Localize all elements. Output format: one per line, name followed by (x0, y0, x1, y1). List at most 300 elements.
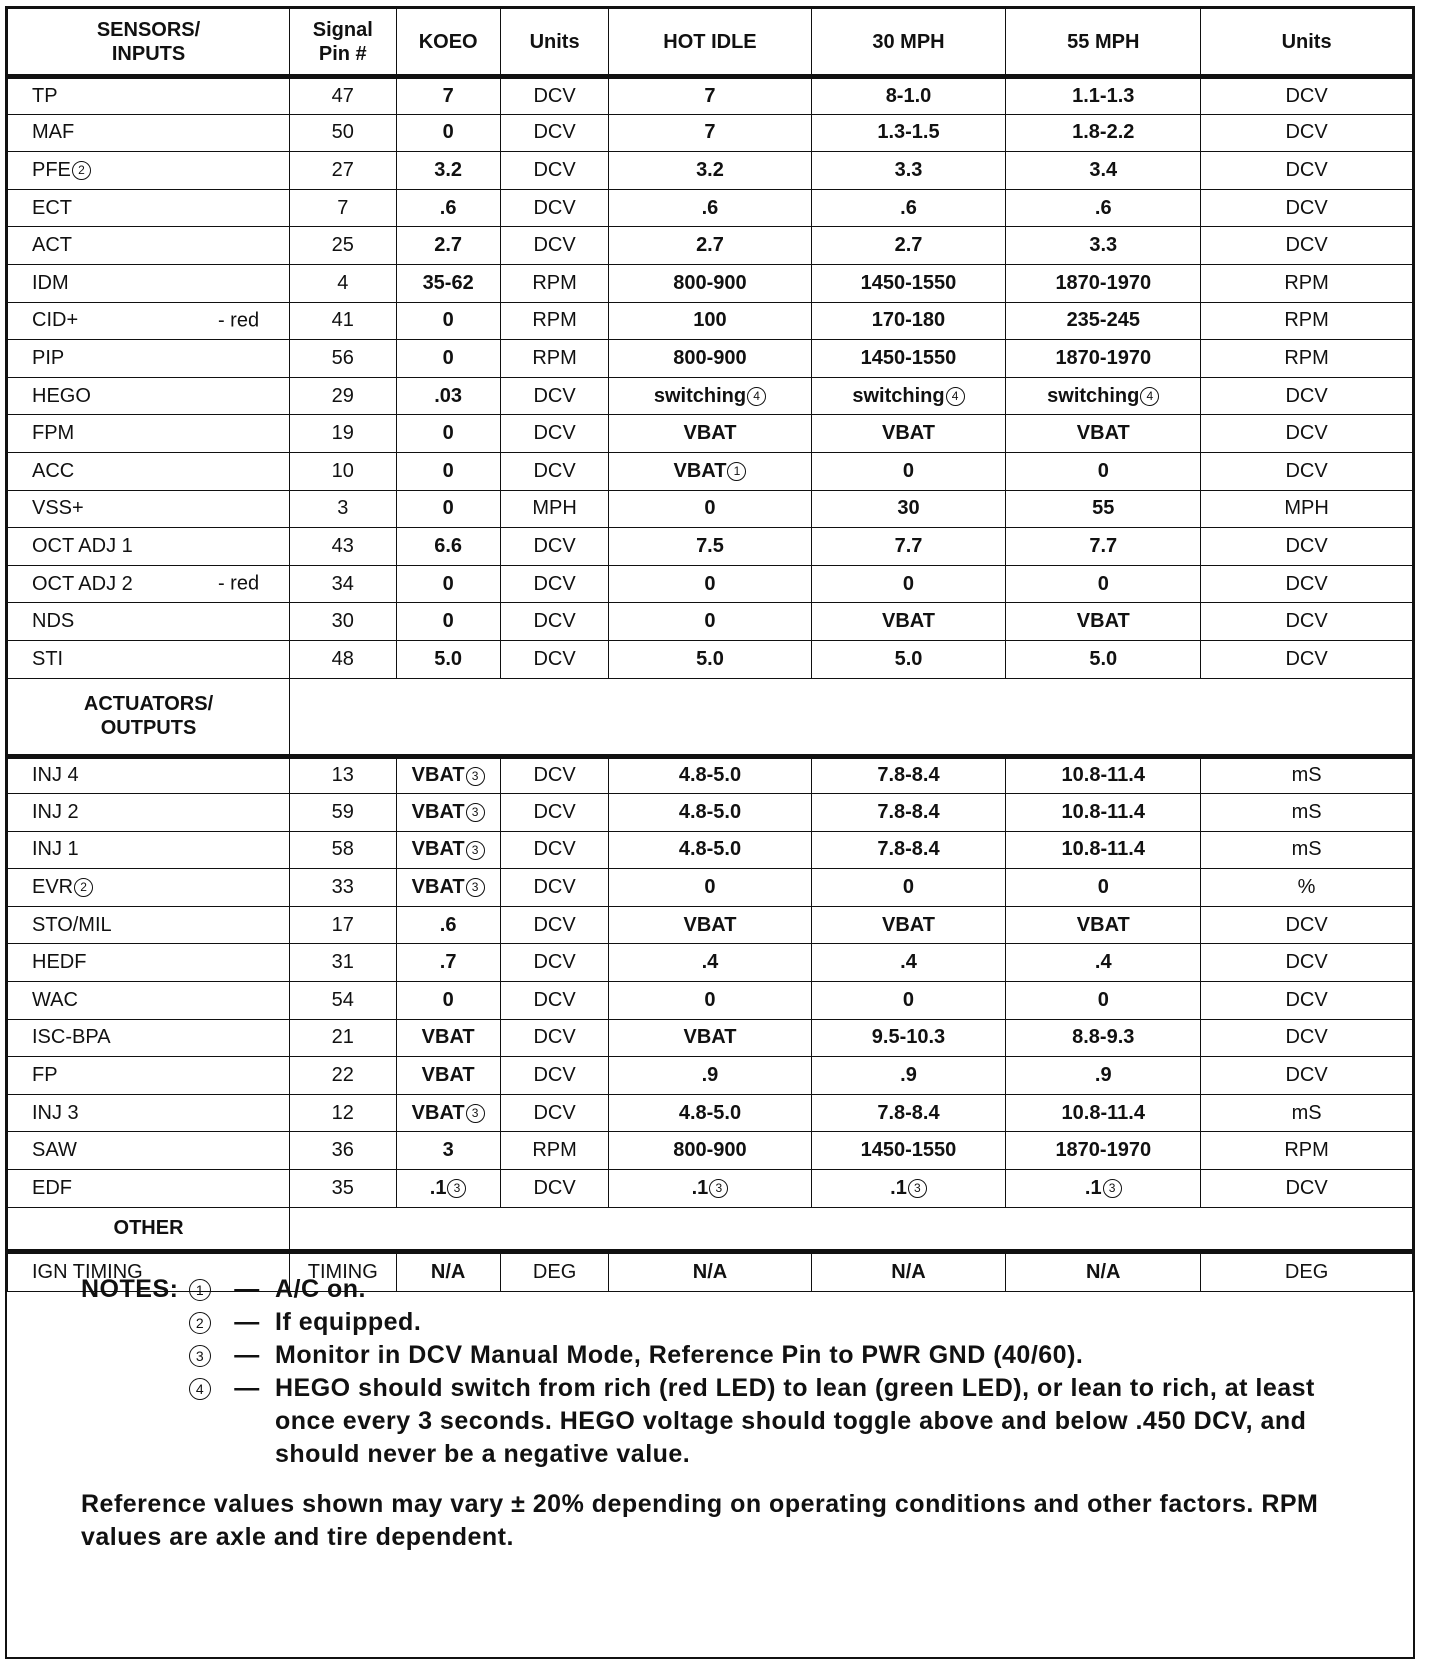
cell-hot (609, 756, 811, 794)
note-item (81, 1339, 1341, 1372)
cell-hot (609, 152, 811, 190)
cell-m30 (811, 152, 1006, 190)
table-row (8, 869, 1413, 907)
cell-value: 2.7 (434, 234, 463, 257)
table-row (8, 1094, 1413, 1132)
table-row (8, 944, 1413, 982)
cell-value: 0 (704, 610, 716, 633)
header-signal-pin: Signal Pin # (290, 9, 396, 77)
note-text: If equipped. (275, 1308, 422, 1336)
cell-m55 (1006, 490, 1201, 528)
note-marker (181, 1273, 219, 1306)
row-label (8, 982, 290, 1020)
cell-value: 50 (331, 121, 354, 144)
footnote-marker-icon: 2 (189, 1312, 211, 1334)
cell-u2 (1201, 794, 1413, 832)
footnote-marker-icon: 1 (189, 1279, 211, 1301)
footnote-marker-icon: 3 (466, 1104, 485, 1123)
cell-value: DCV (1285, 84, 1328, 107)
cell-hot (609, 944, 811, 982)
cell-value: DCV (1285, 951, 1328, 974)
cell-u2 (1201, 640, 1413, 678)
cell-pin (290, 603, 396, 641)
cell-value: VBAT (411, 838, 465, 861)
cell-value: DCV (533, 158, 576, 181)
note-text: A/C on. (275, 1275, 366, 1303)
cell-u2 (1201, 869, 1413, 907)
cell-value: 4.8-5.0 (678, 800, 742, 823)
cell-value: DCV (533, 800, 576, 823)
cell-koeo (396, 756, 500, 794)
footnote-marker-icon: 3 (1103, 1179, 1122, 1198)
cell-pin (290, 565, 396, 603)
cell-value: 7 (337, 196, 349, 219)
cell-value: MPH (532, 497, 577, 520)
cell-u1 (500, 227, 609, 265)
cell-koeo (396, 189, 500, 227)
cell-hot (609, 264, 811, 302)
note-marker (181, 1306, 219, 1339)
row-label-text: PIP (32, 346, 65, 369)
row-label-text: INJ 1 (32, 838, 79, 861)
cell-value: 5.0 (434, 647, 463, 670)
cell-u2 (1201, 264, 1413, 302)
cell-koeo (396, 565, 500, 603)
cell-value: RPM (532, 1139, 577, 1162)
cell-value: VBAT (1076, 610, 1130, 633)
cell-value: 0 (902, 572, 915, 595)
cell-m55 (1006, 756, 1201, 794)
cell-value: MPH (1284, 497, 1329, 520)
cell-value: 41 (331, 309, 354, 332)
cell-m55 (1006, 794, 1201, 832)
cell-value: VBAT (411, 764, 465, 787)
table-row (8, 490, 1413, 528)
footnote-marker-icon: 4 (946, 387, 965, 406)
cell-value: DCV (1285, 121, 1328, 144)
other-section-label: OTHER (8, 1207, 290, 1251)
cell-value: 0 (442, 572, 454, 595)
cell-value: 5.0 (894, 647, 923, 670)
row-label (8, 189, 290, 227)
cell-pin (290, 77, 396, 115)
cell-u1 (500, 302, 609, 340)
cell-value: .1 (429, 1176, 447, 1199)
cell-value: 10.8-11.4 (1061, 764, 1145, 787)
note-dash: — (234, 1308, 260, 1336)
cell-koeo (396, 227, 500, 265)
table-row (8, 640, 1413, 678)
cell-value: 0 (902, 988, 915, 1011)
cell-value: VBAT (882, 610, 935, 633)
cell-m55 (1006, 831, 1201, 869)
row-label (8, 756, 290, 794)
footnote-marker-icon: 1 (727, 462, 746, 481)
cell-m55 (1006, 415, 1201, 453)
cell-value: DCV (533, 459, 576, 482)
table-row (8, 603, 1413, 641)
row-label (8, 302, 290, 340)
cell-m55 (1006, 377, 1201, 415)
row-label-text: IGN TIMING (32, 1260, 143, 1283)
cell-value: DCV (533, 610, 576, 633)
cell-koeo (396, 152, 500, 190)
row-label-text: OCT ADJ 1 (32, 534, 133, 557)
cell-value: 35-62 (422, 271, 474, 294)
cell-value: 3.3 (894, 158, 923, 181)
row-label-text: TP (32, 84, 58, 107)
notes-section (81, 1273, 1341, 1471)
cell-pin (290, 189, 396, 227)
table-row (8, 528, 1413, 566)
row-label (8, 640, 290, 678)
cell-value: 0 (442, 497, 454, 520)
cell-u2 (1201, 452, 1413, 490)
cell-value: 235-245 (1066, 309, 1140, 332)
cell-koeo (396, 302, 500, 340)
cell-value: VBAT (1076, 913, 1130, 936)
cell-value: .9 (701, 1064, 719, 1087)
cell-u2 (1201, 189, 1413, 227)
cell-value: .7 (439, 951, 457, 974)
row-label (8, 77, 290, 115)
footnote-marker-icon: 3 (466, 767, 485, 786)
cell-value: 36 (331, 1139, 354, 1162)
cell-value: 7.7 (1089, 534, 1118, 557)
cell-value: 25 (331, 234, 354, 257)
cell-u2 (1201, 565, 1413, 603)
cell-hot (609, 377, 811, 415)
cell-m55 (1006, 869, 1201, 907)
cell-value: 0 (704, 497, 716, 520)
cell-hot (609, 831, 811, 869)
cell-value: RPM (532, 346, 577, 369)
cell-m55 (1006, 152, 1201, 190)
cell-koeo (396, 831, 500, 869)
cell-value: 13 (331, 764, 354, 787)
cell-value: DCV (533, 647, 576, 670)
cell-value: DCV (1285, 534, 1328, 557)
cell-koeo (396, 1057, 500, 1095)
cell-u1 (500, 189, 609, 227)
cell-m30 (811, 1170, 1006, 1208)
cell-u1 (500, 944, 609, 982)
cell-value: 7 (704, 84, 716, 107)
table-row (8, 831, 1413, 869)
cell-value: N/A (692, 1260, 728, 1283)
cell-value: 0 (704, 988, 716, 1011)
cell-hot (609, 1132, 811, 1170)
cell-koeo (396, 982, 500, 1020)
cell-value: N/A (430, 1260, 466, 1283)
row-label-text: STI (32, 647, 64, 670)
cell-value: DCV (533, 1176, 576, 1199)
cell-value: .9 (900, 1064, 917, 1087)
cell-value: .1 (1084, 1176, 1102, 1199)
cell-u2 (1201, 1132, 1413, 1170)
cell-m30 (811, 340, 1006, 378)
cell-value: 5.0 (1089, 647, 1118, 670)
cell-value: 10.8-11.4 (1061, 1101, 1145, 1124)
cell-value: RPM (1284, 271, 1329, 294)
cell-value: 10.8-11.4 (1061, 800, 1145, 823)
cell-value: 4.8-5.0 (678, 1101, 742, 1124)
cell-value: mS (1291, 800, 1322, 823)
cell-m55 (1006, 302, 1201, 340)
cell-u2 (1201, 152, 1413, 190)
row-label (8, 869, 290, 907)
cell-value: VBAT (421, 1026, 475, 1049)
cell-value: 0 (442, 346, 454, 369)
cell-value: 7 (704, 121, 716, 144)
cell-value: DCV (533, 913, 576, 936)
cell-value: 1.1-1.3 (1072, 84, 1135, 107)
cell-u2 (1201, 227, 1413, 265)
cell-u1 (500, 452, 609, 490)
cell-value: DCV (1285, 988, 1328, 1011)
table-body (8, 77, 1413, 1292)
cell-pin (290, 152, 396, 190)
cell-value: 0 (442, 610, 454, 633)
note-text: Monitor in DCV Manual Mode, Reference Pin to PWR GND (40/60). (275, 1341, 1084, 1369)
cell-value: 0 (1097, 876, 1109, 899)
row-label-text: CID+ (32, 309, 79, 332)
cell-pin (290, 377, 396, 415)
cell-value: 0 (1097, 988, 1109, 1011)
table-row (8, 340, 1413, 378)
cell-hot (609, 1019, 811, 1057)
cell-u2 (1201, 1019, 1413, 1057)
cell-value: DCV (533, 876, 576, 899)
cell-value: 1.3-1.5 (877, 121, 940, 144)
cell-pin (290, 1057, 396, 1095)
row-label (8, 794, 290, 832)
cell-value: 0 (902, 459, 915, 482)
cell-value: VBAT (882, 422, 935, 445)
cell-u2 (1201, 756, 1413, 794)
footnote-marker-icon: 4 (747, 387, 766, 406)
cell-pin (290, 340, 396, 378)
cell-u1 (500, 1094, 609, 1132)
cell-value: RPM (1284, 309, 1329, 332)
cell-u1 (500, 77, 609, 115)
cell-u2 (1201, 944, 1413, 982)
cell-m30 (811, 565, 1006, 603)
cell-value: DCV (1285, 913, 1328, 936)
table-row (8, 1057, 1413, 1095)
row-label (8, 340, 290, 378)
cell-value: 58 (331, 838, 354, 861)
cell-value: 10.8-11.4 (1061, 838, 1145, 861)
row-label (8, 944, 290, 982)
cell-value: 30 (897, 497, 920, 520)
cell-value: RPM (532, 271, 577, 294)
table-header-row (8, 9, 1413, 77)
row-label-text: IDM (32, 271, 69, 294)
cell-value: N/A (1086, 1260, 1121, 1283)
row-label-text: SAW (32, 1139, 77, 1162)
cell-u1 (500, 415, 609, 453)
cell-value: 1450-1550 (860, 1139, 957, 1162)
row-label-text: ECT (32, 196, 72, 219)
cell-pin (290, 982, 396, 1020)
note-marker (181, 1372, 219, 1405)
cell-u2 (1201, 1057, 1413, 1095)
reference-values-sheet (5, 6, 1415, 1659)
cell-value: DCV (533, 534, 576, 557)
cell-value: DCV (1285, 1026, 1328, 1049)
row-label-text: MAF (32, 121, 75, 144)
cell-value: DCV (1285, 647, 1328, 670)
cell-koeo (396, 340, 500, 378)
cell-u2 (1201, 77, 1413, 115)
cell-hot (609, 565, 811, 603)
cell-koeo (396, 1094, 500, 1132)
cell-u2 (1201, 528, 1413, 566)
cell-value: .6 (1094, 196, 1112, 219)
cell-m30 (811, 452, 1006, 490)
cell-value: DCV (1285, 158, 1328, 181)
cell-value: 5.0 (696, 647, 724, 670)
cell-value: 43 (331, 534, 354, 557)
cell-u2 (1201, 415, 1413, 453)
cell-u2 (1201, 302, 1413, 340)
cell-value: switching (852, 384, 945, 407)
cell-value: 33 (331, 876, 354, 899)
row-label (8, 114, 290, 152)
cell-m30 (811, 906, 1006, 944)
cell-koeo (396, 528, 500, 566)
cell-value: RPM (1284, 1139, 1329, 1162)
cell-koeo (396, 794, 500, 832)
cell-m55 (1006, 1019, 1201, 1057)
cell-koeo (396, 77, 500, 115)
cell-value: % (1297, 876, 1316, 899)
table-row (8, 794, 1413, 832)
cell-u1 (500, 565, 609, 603)
table-row (8, 415, 1413, 453)
cell-value: VBAT (683, 913, 737, 936)
cell-value: .6 (439, 913, 457, 936)
table-row (8, 756, 1413, 794)
cell-u2 (1201, 982, 1413, 1020)
table-row (8, 452, 1413, 490)
cell-m30 (811, 603, 1006, 641)
cell-value: 22 (331, 1064, 354, 1087)
cell-m30 (811, 794, 1006, 832)
cell-value: 0 (442, 121, 454, 144)
cell-value: 7 (442, 84, 454, 107)
row-label (8, 1019, 290, 1057)
cell-m30 (811, 264, 1006, 302)
cell-hot (609, 340, 811, 378)
cell-value: DCV (533, 196, 576, 219)
cell-value: VBAT (411, 876, 465, 899)
cell-value: DCV (533, 121, 576, 144)
cell-m30 (811, 1057, 1006, 1095)
cell-koeo (396, 415, 500, 453)
cell-m30 (811, 1094, 1006, 1132)
footnote-marker-icon: 3 (447, 1179, 466, 1198)
cell-value: mS (1291, 764, 1322, 787)
cell-value: .9 (1094, 1064, 1112, 1087)
header-koeo: KOEO (396, 9, 500, 77)
table-row (8, 1019, 1413, 1057)
footnote-marker-icon: 3 (466, 878, 485, 897)
cell-koeo (396, 264, 500, 302)
cell-hot (609, 982, 811, 1020)
cell-m30 (811, 528, 1006, 566)
cell-hot (609, 114, 811, 152)
cell-m55 (1006, 1057, 1201, 1095)
cell-value: .1 (691, 1176, 709, 1199)
cell-value: DCV (1285, 422, 1328, 445)
table-row (8, 152, 1413, 190)
note-dash: — (234, 1341, 260, 1369)
cell-u1 (500, 794, 609, 832)
cell-u2 (1201, 906, 1413, 944)
cell-koeo (396, 1132, 500, 1170)
table-row (8, 565, 1413, 603)
cell-value: 19 (331, 422, 354, 445)
cell-u1 (500, 603, 609, 641)
cell-u1 (500, 869, 609, 907)
cell-value: 7.8-8.4 (877, 800, 940, 823)
cell-u2 (1201, 490, 1413, 528)
cell-m55 (1006, 114, 1201, 152)
cell-value: 47 (331, 84, 354, 107)
cell-value: 1.8-2.2 (1072, 121, 1135, 144)
cell-value: 0 (902, 876, 915, 899)
cell-m55 (1006, 565, 1201, 603)
cell-value: 4 (337, 271, 349, 294)
cell-m30 (811, 377, 1006, 415)
cell-value: DCV (533, 1064, 576, 1087)
cell-value: 4.8-5.0 (678, 838, 742, 861)
cell-hot (609, 302, 811, 340)
cell-hot (609, 227, 811, 265)
footnote-marker-icon: 3 (189, 1345, 211, 1367)
cell-value: DCV (1285, 196, 1328, 219)
cell-pin (290, 415, 396, 453)
cell-koeo (396, 906, 500, 944)
table-row (8, 906, 1413, 944)
cell-m30 (811, 1019, 1006, 1057)
row-label-suffix: - red (217, 572, 260, 595)
row-label (8, 1170, 290, 1208)
cell-value: DCV (533, 234, 576, 257)
cell-value: 0 (442, 309, 454, 332)
cell-value: 1870-1970 (1055, 346, 1152, 369)
cell-m55 (1006, 1170, 1201, 1208)
cell-value: 0 (1097, 459, 1109, 482)
table-row (8, 377, 1413, 415)
cell-pin (290, 114, 396, 152)
other-section-blank (290, 1207, 1413, 1251)
cell-pin (290, 302, 396, 340)
cell-value: 17 (331, 913, 354, 936)
cell-value: .6 (439, 196, 457, 219)
note-item (81, 1306, 1341, 1339)
cell-value: 56 (331, 346, 354, 369)
cell-u2 (1201, 603, 1413, 641)
table-row (8, 77, 1413, 115)
cell-hot (609, 490, 811, 528)
cell-m55 (1006, 77, 1201, 115)
cell-m55 (1006, 603, 1201, 641)
cell-value: .4 (1094, 951, 1112, 974)
cell-koeo (396, 452, 500, 490)
